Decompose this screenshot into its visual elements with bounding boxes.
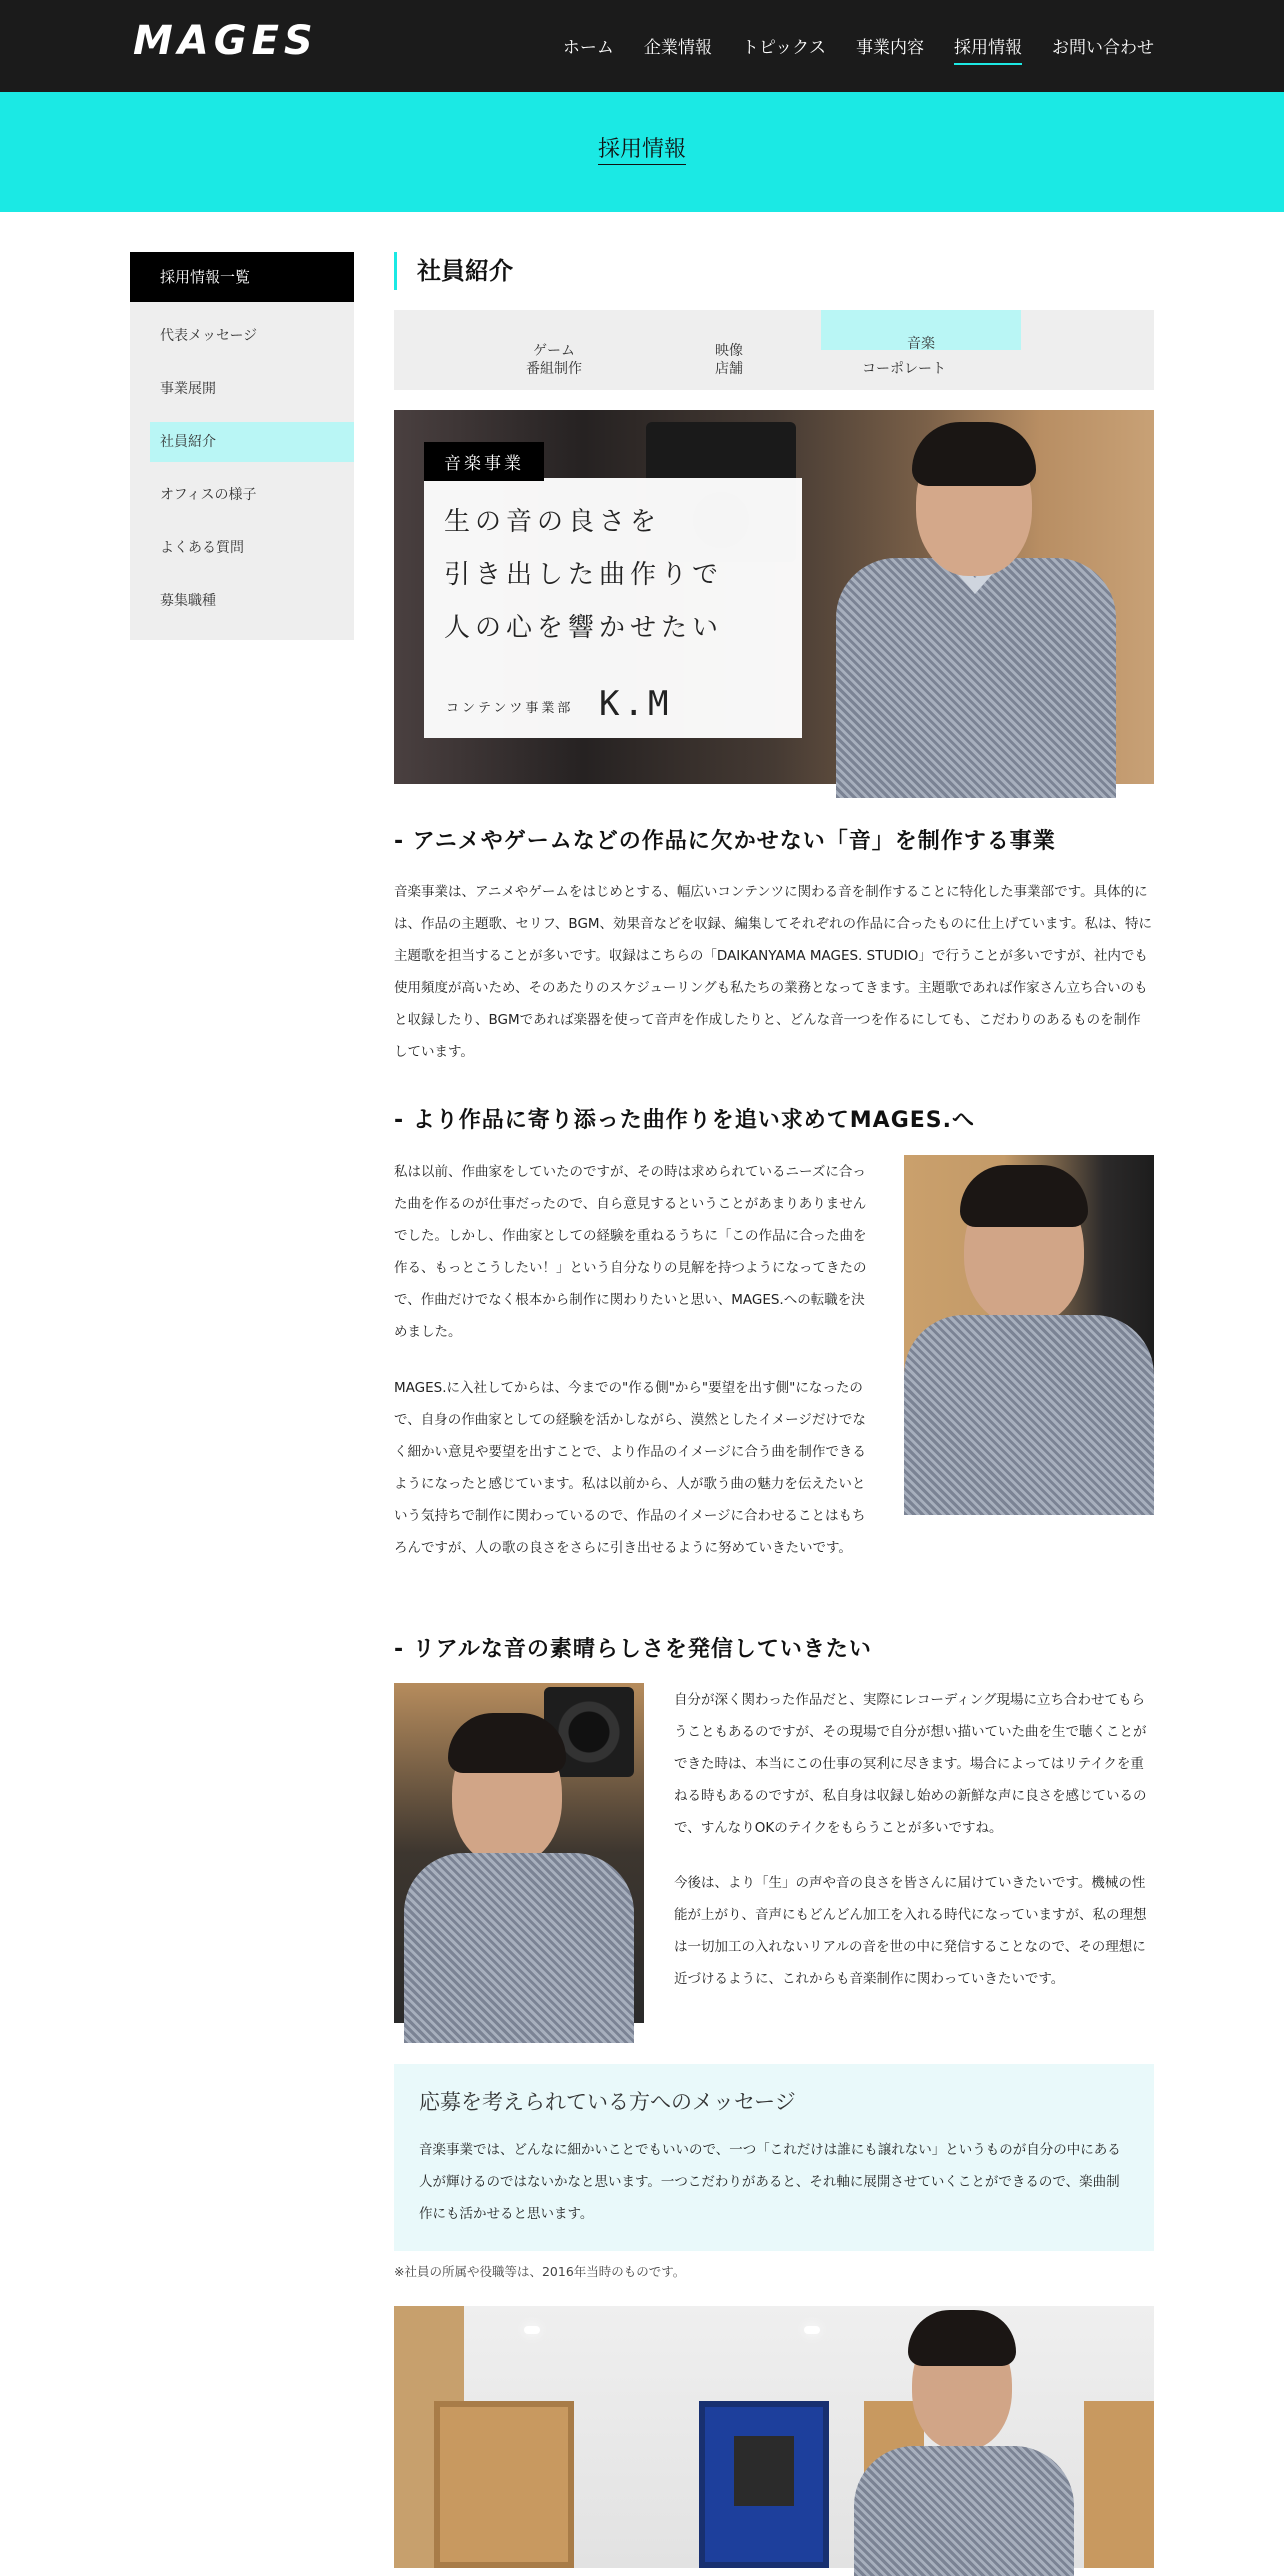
sidebar-list bbox=[130, 302, 354, 634]
feature-caption bbox=[424, 478, 802, 738]
recruit-sidebar bbox=[130, 252, 354, 640]
employee-department: コンテンツ事業部 bbox=[446, 701, 574, 716]
section-heading: - より作品に寄り添った曲作りを追い求めてMAGES.へ bbox=[394, 1108, 975, 1133]
page-hero bbox=[0, 92, 1284, 212]
division-label: 音楽事業 bbox=[424, 442, 544, 481]
sidebar-item-jobs[interactable]: 募集職種 bbox=[160, 593, 216, 609]
feature-catchcopy bbox=[444, 496, 723, 655]
section-text: 私は以前、作曲家をしていたのですが、その時は求められているニーズに合った曲を作るのが仕事だったので、自ら意見するということがあまりありませんでした。しかし、作曲家としての経験を重ねるうちに「この作品に合った曲を作る、もっとこうしたい！」という自分なりの見解を持つようになってきたので、作曲だけでなく根本から制作に関わりたいと思い、MAGES.への転職を決めました。 bbox=[394, 1164, 867, 1340]
sidebar-item-message[interactable]: 代表メッセージ bbox=[160, 328, 258, 344]
sidebar-item-staff[interactable]: 社員紹介 bbox=[150, 422, 354, 462]
sidebar-item-business[interactable]: 事業展開 bbox=[160, 381, 216, 397]
catchcopy-line: 生の音の良さを bbox=[444, 507, 662, 537]
tab-game[interactable]: ゲーム bbox=[533, 343, 575, 359]
section-text: 音楽事業は、アニメやゲームをはじめとする、幅広いコンテンツに関わる音を制作することに特化した事業部です。具体的には、作品の主題歌、セリフ、BGM、効果音などを収録、編集してそれぞれの作品に合ったものに仕上げています。私は、特に主題歌を担当することが多いです。収録はこちらの「DAIKANYAMA MAGES. STUDIO」で行うことが多いですが、社内でも使用頻度が高いため、そのあたりのスケジューリングも私たちの業務となってきます。主題歌であれば作家さん立ち合いのもと収録したり、BGMであれば楽器を使って音声を作成したりと、どんな音一つを作るにしても、こだわりのあるものを制作しています。 bbox=[394, 884, 1152, 1060]
nav-recruit[interactable]: 採用情報 bbox=[954, 33, 1022, 65]
employee-photo-3 bbox=[394, 1683, 644, 2023]
message-title: 応募を考えられている方へのメッセージ bbox=[419, 2090, 796, 2114]
message-text: 音楽事業では、どんなに細かいことでもいいので、一つ「これだけは誰にも譲れない」というものが自分の中にある人が輝けるのではないかなと思います。一つこだわりがあると、それ軸に展開させていくことができるので、楽曲制作にも活かせると思います。 bbox=[419, 2142, 1121, 2222]
section-text: MAGES.に入社してからは、今までの"作る側"から"要望を出す側"になったので、自身の作曲家としての経験を活かしながら、漠然としたイメージだけでなく細かい意見や要望を出すことで、より作品のイメージに合う曲を制作できるようになったと感じています。私は以前から、人が歌う曲の魅力を伝えたいという気持ちで制作に関わっているので、作品のイメージに合わせることはもちろんですが、人の歌の良さをさらに引き出せるように努めていきたいです。 bbox=[394, 1380, 866, 1556]
employee-photo-2 bbox=[904, 1155, 1154, 1495]
catchcopy-line: 人の心を響かせたい bbox=[444, 613, 724, 643]
catchcopy-line: 引き出した曲作りで bbox=[444, 560, 724, 590]
nav-contact[interactable]: お問い合わせ bbox=[1052, 38, 1154, 58]
division-tabs bbox=[394, 310, 1154, 390]
main-content bbox=[394, 252, 1154, 784]
sidebar-heading[interactable]: 採用情報一覧 bbox=[130, 252, 354, 302]
mages-logo[interactable]: MAGES bbox=[133, 18, 318, 64]
employee-photo bbox=[826, 418, 1126, 784]
tab-store[interactable]: 店舗 bbox=[715, 361, 743, 377]
studio-photo bbox=[394, 2306, 1154, 2568]
page-title: 採用情報 bbox=[598, 137, 686, 165]
section-heading: - リアルな音の素晴らしさを発信していきたい bbox=[394, 1637, 872, 1662]
nav-home[interactable]: ホーム bbox=[562, 38, 614, 58]
employee-name: K.M bbox=[599, 684, 673, 724]
applicant-message-box bbox=[394, 2064, 1154, 2251]
feature-visual bbox=[394, 410, 1154, 784]
section-text: 今後は、より「生」の声や音の良さを皆さんに届けていきたいです。機械の性能が上がり、音声にもどんどん加工を入れる時代になっていますが、私の理想は一切加工の入れないリアルの音を世の中に発信することなので、その理想に近づけるように、これからも音楽制作に関わっていきたいです。 bbox=[674, 1875, 1147, 1987]
tab-corporate[interactable]: コーポレート bbox=[862, 361, 946, 377]
footnote: ※社員の所属や役職等は、2016年当時のものです。 bbox=[394, 2264, 686, 2279]
nav-topics[interactable]: トピックス bbox=[741, 38, 826, 58]
sidebar-item-faq[interactable]: よくある質問 bbox=[160, 540, 244, 556]
nav-business[interactable]: 事業内容 bbox=[856, 38, 924, 58]
sidebar-item-office[interactable]: オフィスの様子 bbox=[160, 487, 257, 503]
global-nav bbox=[563, 33, 1154, 65]
tab-music[interactable]: 音楽 bbox=[821, 310, 1021, 350]
tab-video[interactable]: 映像 bbox=[715, 343, 743, 359]
section-heading: - アニメやゲームなどの作品に欠かせない「音」を制作する事業 bbox=[394, 829, 1056, 854]
section-text: 自分が深く関わった作品だと、実際にレコーディング現場に立ち合わせてもらうこともあるのですが、その現場で自分が想い描いていた曲を生で聴くことができた時は、本当にこの仕事の冥利に尽きます。場合によってはリテイクを重ねる時もあるのですが、私自身は収録し始めの新鮮な声に良さを感じているので、すんなりOKのテイクをもらうことが多いですね。 bbox=[674, 1692, 1147, 1836]
tab-program[interactable]: 番組制作 bbox=[526, 361, 582, 377]
site-header bbox=[0, 0, 1284, 92]
nav-company[interactable]: 企業情報 bbox=[643, 38, 712, 58]
section-title: 社員紹介 bbox=[394, 252, 1154, 290]
